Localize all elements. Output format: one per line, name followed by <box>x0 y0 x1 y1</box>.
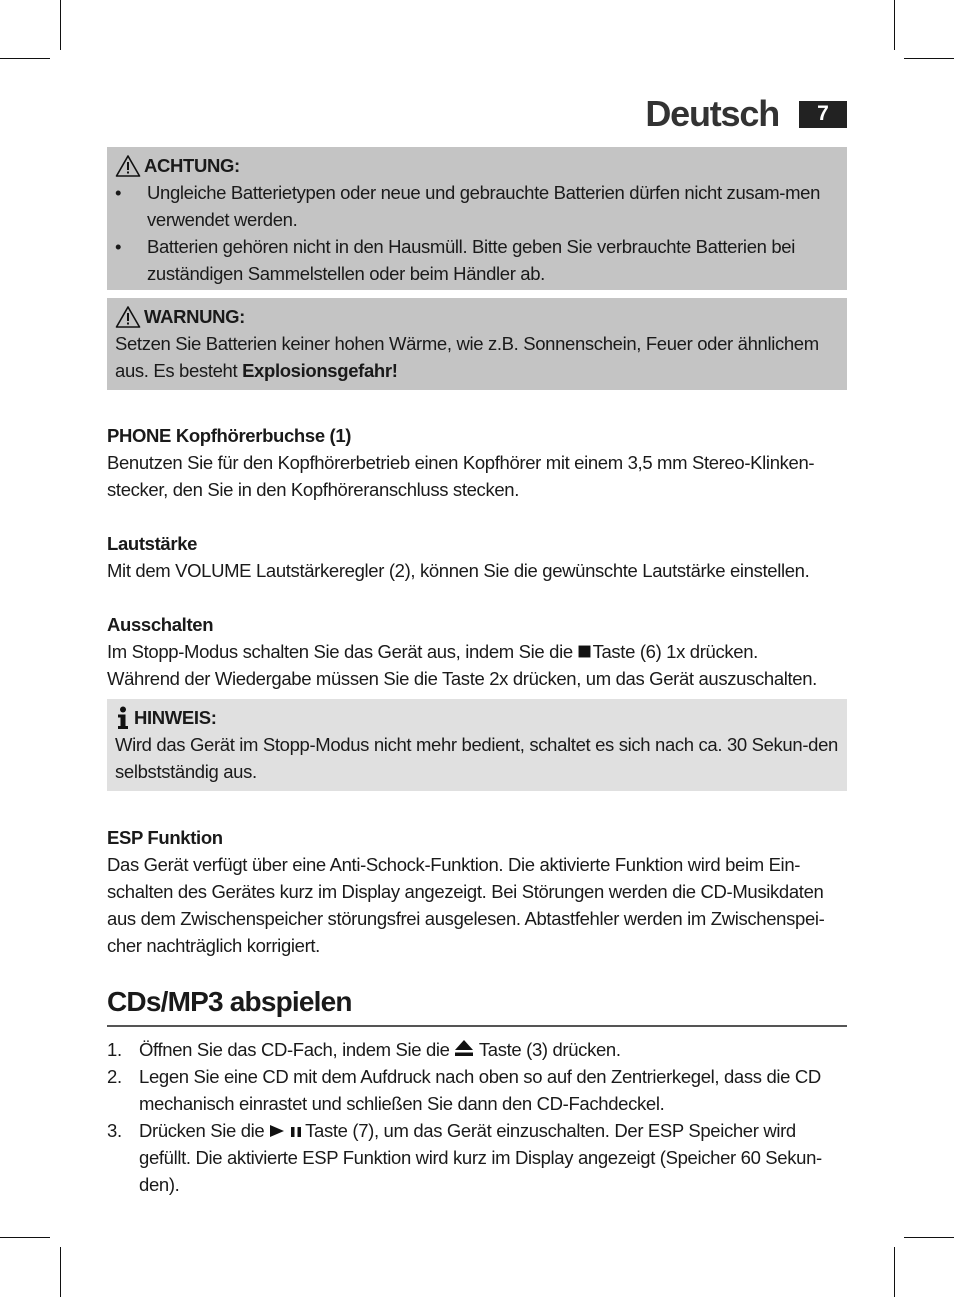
step-number: 3. <box>107 1120 122 1141</box>
achtung-box <box>107 147 847 290</box>
warnung-heading <box>115 303 839 330</box>
warnung-box <box>107 298 847 390</box>
crop-mark <box>0 1237 50 1238</box>
ausschalten-title: Ausschalten <box>107 614 214 635</box>
esp-text: Das Gerät verfügt über eine Anti-Schock-Funktion. Die aktivierte Funktion wird beim Ein-schalten des Gerätes kurz im Display angezeigt. Bei Störungen werden die CD-Musikdaten aus dem Zwischenspeicher störungsfrei ausgelesen. Abtastfehler werden im Zwischenspei-cher nachträglich korrigiert. <box>107 854 825 956</box>
warnung-emphasis: Explosionsgefahr! <box>242 360 398 381</box>
warning-triangle-icon <box>115 305 141 329</box>
page-content <box>107 147 847 1198</box>
phone-section <box>107 422 847 503</box>
crop-mark <box>60 1247 61 1297</box>
warnung-text: Setzen Sie Batterien keiner hohen Wärme, wie z.B. Sonnenschein, Feuer oder ähnlichem aus. Es besteht Explosionsgefahr! <box>115 333 819 381</box>
ausschalten-text-2: Während der Wiedergabe müssen Sie die Taste 2x drücken, um das Gerät auszuschalten. <box>107 668 817 689</box>
step-number: 2. <box>107 1066 122 1087</box>
achtung-heading <box>115 152 839 179</box>
lautstaerke-section <box>107 530 847 584</box>
esp-section <box>107 824 847 959</box>
step-number: 1. <box>107 1039 122 1060</box>
ausschalten-text-1: Im Stopp-Modus schalten Sie das Gerät aus, indem Sie die Taste (6) 1x drücken. <box>107 641 758 662</box>
warning-triangle-icon <box>115 154 141 178</box>
lautstaerke-text: Mit dem VOLUME Lautstärkeregler (2), können Sie die gewünschte Lautstärke einstellen. <box>107 560 810 581</box>
hinweis-heading <box>115 704 839 731</box>
ausschalten-section <box>107 611 847 692</box>
cds-steps-list <box>107 1036 847 1198</box>
page-header <box>645 93 847 134</box>
page-number: 7 <box>799 101 847 128</box>
esp-title: ESP Funktion <box>107 827 223 848</box>
crop-mark <box>894 1247 895 1297</box>
phone-title: PHONE Kopfhörerbuchse (1) <box>107 425 352 446</box>
cds-heading: CDs/MP3 abspielen <box>107 985 847 1027</box>
language-title: Deutsch <box>645 93 779 134</box>
info-icon <box>115 706 131 730</box>
hinweis-box <box>107 699 847 791</box>
list-item: 3. Drücken Sie die Taste (7), um das Gerät einzuschalten. Der ESP Speicher wird gefüllt. Die aktivierte ESP Funktion wird kurz im Display angezeigt (Speicher 60 Sekun-den). <box>107 1117 847 1198</box>
hinweis-title: HINWEIS: <box>134 707 217 728</box>
crop-mark <box>60 0 61 50</box>
stop-icon <box>578 645 591 658</box>
phone-text: Benutzen Sie für den Kopfhörerbetrieb einen Kopfhörer mit einem 3,5 mm Stereo-Klinken-stecker, den Sie in den Kopfhöreranschluss stecken. <box>107 452 815 500</box>
list-item: 2. Legen Sie eine CD mit dem Aufdruck nach oben so auf den Zentrierkegel, dass die CD mechanisch einrastet und schließen Sie dann den CD-Fachdeckel. <box>107 1063 847 1117</box>
crop-mark <box>0 58 50 59</box>
list-item: • Batterien gehören nicht in den Hausmüll. Bitte geben Sie verbrauchte Batterien bei zuständigen Sammelstellen oder beim Händler ab. <box>115 233 839 287</box>
crop-mark <box>904 58 954 59</box>
achtung-list <box>115 179 839 287</box>
eject-icon <box>454 1039 474 1057</box>
warnung-title: WARNUNG: <box>144 306 245 327</box>
achtung-title: ACHTUNG: <box>144 155 240 176</box>
crop-mark <box>904 1237 954 1238</box>
hinweis-text: Wird das Gerät im Stopp-Modus nicht mehr bedient, schaltet es sich nach ca. 30 Sekun-den selbstständig aus. <box>115 734 838 782</box>
lautstaerke-title: Lautstärke <box>107 533 198 554</box>
list-item: • Ungleiche Batterietypen oder neue und gebrauchte Batterien dürfen nicht zusam-men verwendet werden. <box>115 179 839 233</box>
crop-mark <box>894 0 895 50</box>
list-item: 1. Öffnen Sie das CD-Fach, indem Sie die Taste (3) drücken. <box>107 1036 847 1063</box>
play-pause-icon <box>269 1124 303 1138</box>
